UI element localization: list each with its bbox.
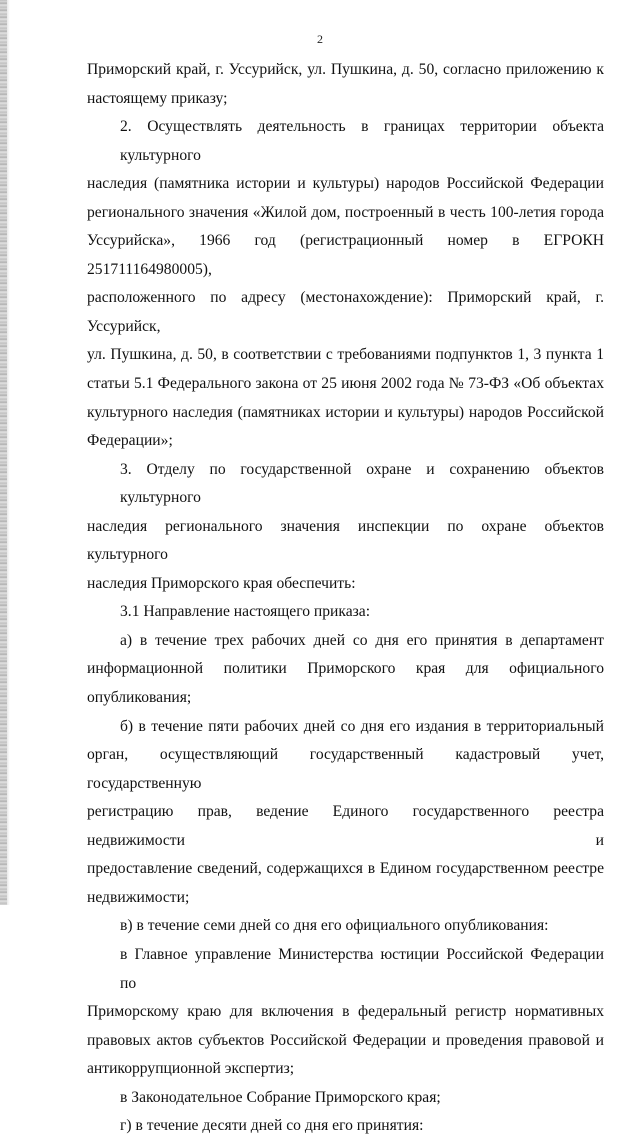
text-line: г) в течение десяти дней со дня его принятия:	[120, 1117, 424, 1135]
text-line: а) в течение трех рабочих дней со дня его принятия в департамент	[120, 631, 604, 649]
text-line: регистрацию прав, ведение Единого государственного реестра недвижимости и	[87, 803, 604, 849]
text-line: б) в течение пяти рабочих дней со дня его издания в территориальный	[120, 717, 604, 735]
text-line: антикоррупционной экспертиз;	[87, 1060, 295, 1078]
text-line: информационной политики Приморского края для официального	[87, 660, 604, 678]
text-line: Федерации»;	[87, 432, 173, 450]
text-line: опубликования;	[87, 689, 192, 707]
text-line: ул. Пушкина, д. 50, в соответствии с требованиями подпунктов 1, 3 пункта 1	[87, 346, 604, 364]
paragraph-item-b	[87, 713, 604, 913]
paragraph-legislative-assembly	[87, 1084, 604, 1113]
text-line: в Главное управление Министерства юстиции Российской Федерации по	[120, 945, 604, 992]
text-line: 3.1 Направление настоящего приказа:	[120, 603, 371, 621]
text-line: 3. Отделу по государственной охране и сохранению объектов культурного	[120, 460, 604, 507]
text-line: наследия Приморского края обеспечить:	[87, 574, 356, 592]
text-line: в Законодательное Собрание Приморского края;	[120, 1088, 441, 1106]
text-line: в) в течение семи дней со дня его официального опубликования:	[120, 917, 549, 935]
paragraph-item-g	[87, 1112, 604, 1141]
scan-edge-shadow	[7, 0, 10, 905]
text-line: недвижимости;	[87, 888, 190, 906]
paragraph-item-3	[87, 456, 604, 599]
text-line: наследия регионального значения инспекции по охране объектов культурного	[87, 517, 604, 564]
scan-edge-strip	[0, 0, 7, 905]
text-line: регионального значения «Жилой дом, построенный в честь 100-летия города	[87, 203, 604, 221]
paragraph-item-2	[87, 113, 604, 456]
text-line: наследия (памятника истории и культуры) народов Российской Федерации	[87, 175, 604, 193]
paragraph-item-v	[87, 912, 604, 941]
text-line: Приморскому краю для включения в федеральный регистр нормативных	[87, 1003, 604, 1021]
paragraph-item-a	[87, 627, 604, 713]
text-line: статьи 5.1 Федерального закона от 25 июня 2002 года № 73-ФЗ «Об объектах	[87, 375, 604, 393]
text-line: 2. Осуществлять деятельность в границах территории объекта культурного	[120, 118, 604, 164]
text-line: орган, осуществляющий государственный кадастровый учет, государственную	[87, 746, 604, 792]
paragraph-ministry-justice	[87, 941, 604, 1084]
page-number: 2	[317, 32, 323, 46]
paragraph-continuation	[87, 56, 604, 113]
text-line: предоставление сведений, содержащихся в Едином государственном реестре	[87, 860, 604, 878]
document-body	[87, 56, 604, 1141]
text-line: культурного наследия (памятниках истории и культуры) народов Российской	[87, 403, 604, 421]
text-line: Уссурийска», 1966 год (регистрационный номер в ЕГРОКН 251711164980005),	[87, 232, 604, 278]
text-line: настоящему приказу;	[87, 89, 228, 107]
text-line: расположенного по адресу (местонахождение): Приморский край, г. Уссурийск,	[87, 289, 604, 335]
text-line: Приморский край, г. Уссурийск, ул. Пушкина, д. 50, согласно приложению к	[87, 61, 604, 78]
paragraph-item-3-1	[87, 598, 604, 627]
text-line: правовых актов субъектов Российской Федерации и проведения правовой и	[87, 1031, 604, 1049]
